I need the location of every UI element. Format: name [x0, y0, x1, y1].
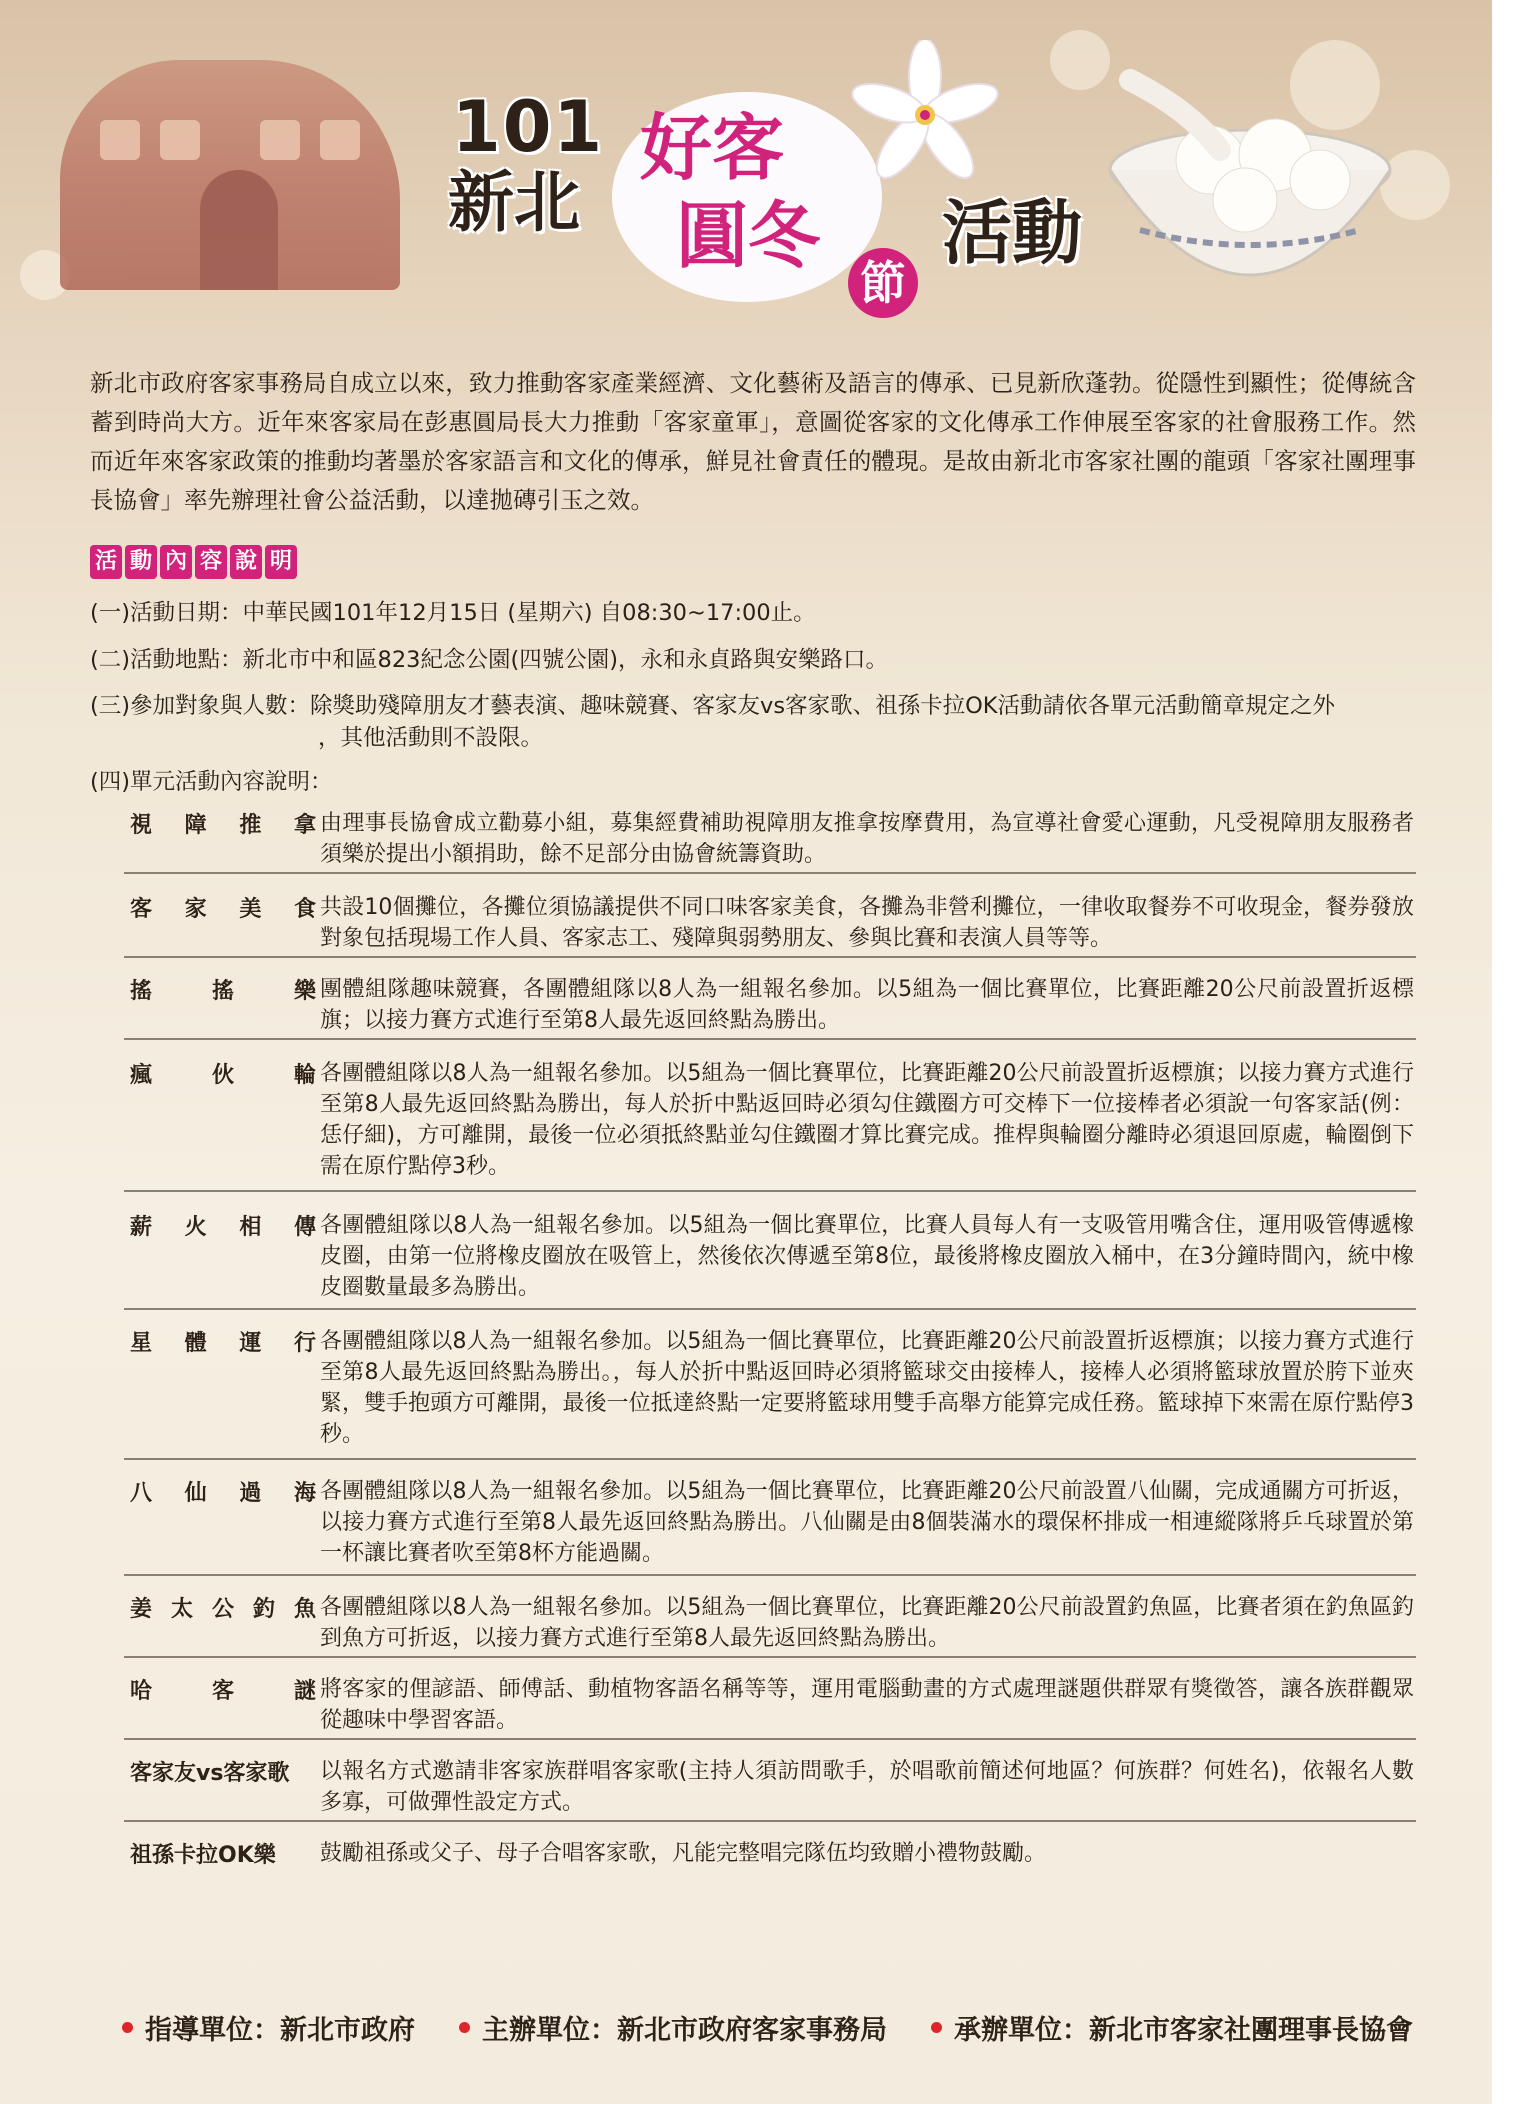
activity-name: 八 仙 過 海 — [130, 1481, 316, 1506]
activity-desc: 各團體組隊以8人為一組報名參加。以5組為一個比賽單位，比賽距離20公尺前設置折返標旗；以接力賽方式進行至第8人最先返回終點為勝出。，每人於折中點返回時必須將籃球交由接棒人，接棒人必須將籃球放置於胯下並夾緊，雙手抱頭方可離開，最後一位抵達終點一定要將籃球用雙手高舉方能算完成任務。籃球掉下來需在原佇點停3秒。 — [320, 1329, 1414, 1447]
activity-row — [124, 1834, 1416, 1874]
activity-row — [124, 1322, 1416, 1460]
section-title-char: 活 — [90, 545, 122, 579]
activity-name: 祖孫卡拉OK樂 — [130, 1843, 276, 1868]
footer-host: 主辦單位：新北市政府客家事務局 — [459, 2008, 887, 2047]
footer-organizers — [122, 2008, 1422, 2047]
section-title-char: 說 — [230, 545, 262, 579]
title-city: 新北 — [448, 164, 580, 241]
activity-name: 客 家 美 食 — [130, 897, 316, 922]
activity-row — [124, 1670, 1416, 1740]
title-hakka: 好客 — [640, 106, 785, 190]
activity-row — [124, 1588, 1416, 1658]
tangyuan-bowl-icon — [1100, 50, 1400, 300]
activity-row — [124, 1206, 1416, 1310]
section-title-char: 動 — [125, 545, 157, 579]
info-date: (一)活動日期：中華民國101年12月15日 (星期六) 自08:30~17:00止。 — [90, 600, 816, 626]
activity-desc: 各團體組隊以8人為一組報名參加。以5組為一個比賽單位，比賽人員每人有一支吸管用嘴含住，運用吸管傳遞橡皮圈，由第一位將橡皮圈放在吸管上，然後依次傳遞至第8位，最後將橡皮圈放入桶中，在3分鐘時間內，統中橡皮圈數量最多為勝出。 — [320, 1213, 1414, 1300]
activity-name: 星 體 運 行 — [130, 1331, 316, 1356]
activity-row — [124, 1472, 1416, 1576]
tung-blossom-icon — [850, 40, 1000, 190]
activity-desc: 團體組隊趣味競賽，各團體組隊以8人為一組報名參加。以5組為一個比賽單位，比賽距離20公尺前設置折返標旗；以接力賽方式進行至第8人最先返回終點為勝出。 — [320, 977, 1414, 1033]
section-title-char: 明 — [265, 545, 297, 579]
activity-desc: 各團體組隊以8人為一組報名參加。以5組為一個比賽單位，比賽距離20公尺前設置釣魚區，比賽者須在釣魚區釣到魚方可折返，以接力賽方式進行至第8人最先返回終點為勝出。 — [320, 1595, 1414, 1651]
activity-name: 哈 客 謎 — [130, 1679, 316, 1704]
bullet-dot-icon — [931, 2022, 942, 2033]
title-year: 101 — [452, 86, 605, 168]
hakka-building-photo — [60, 60, 400, 290]
info-place: (二)活動地點：新北市中和區823紀念公園(四號公園)，永和永貞路與安樂路口。 — [90, 647, 889, 673]
intro-paragraph: 新北市政府客家事務局自成立以來，致力推動客家產業經濟、文化藝術及語言的傳承、已見新欣蓬勃。從隱性到顯性；從傳統含蓄到時尚大方。近年來客家局在彭惠圓局長大力推動「客家童軍」，意圖從客家的文化傳承工作伸展至客家的社會服務工作。然而近年來客家政策的推動均著墨於客家語言和文化的傳承，鮮見社會責任的體現。是故由新北市客家社團的龍頭「客家社團理事長協會」率先辦理社會公益活動，以達拋磚引玉之效。 — [90, 369, 1416, 514]
section-title-badge — [90, 545, 297, 579]
activity-desc: 各團體組隊以8人為一組報名參加。以5組為一個比賽單位，比賽距離20公尺前設置折返標旗；以接力賽方式進行至第8人最先返回終點為勝出，每人於折中點返回時必須勾住鐵圈方可交棒下一位接棒者必須說一句客家話(例：恁仔細)，方可離開，最後一位必須抵終點並勾住鐵圈才算比賽完成。推桿與輪圈分離時必須退回原處，輪圈倒下需在原佇點停3秒。 — [320, 1061, 1414, 1179]
title-yuandong: 圓冬 — [676, 194, 821, 278]
activity-row — [124, 970, 1416, 1040]
activity-desc: 以報名方式邀請非客家族群唱客家歌(主持人須訪問歌手，於唱歌前簡述何地區？何族群？何姓名)，依報名人數多寡，可做彈性設定方式。 — [320, 1759, 1414, 1815]
page-edge — [1492, 0, 1530, 2104]
title-jie-badge: 節 — [848, 248, 918, 318]
activity-name: 瘋 伙 輪 — [130, 1063, 316, 1088]
activity-desc: 將客家的俚諺語、師傅話、動植物客語名稱等等，運用電腦動畫的方式處理謎題供群眾有獎徵答，讓各族群觀眾從趣味中學習客語。 — [320, 1677, 1414, 1733]
activity-desc: 共設10個攤位，各攤位須協議提供不同口味客家美食，各攤為非營利攤位，一律收取餐券不可收現金，餐券發放對象包括現場工作人員、客家志工、殘障與弱勢朋友、參與比賽和表演人員等等。 — [320, 895, 1414, 951]
bullet-dot-icon — [122, 2022, 133, 2033]
activity-name: 客家友vs客家歌 — [130, 1761, 290, 1786]
activity-row — [124, 1752, 1416, 1822]
activity-name: 搖 搖 樂 — [130, 979, 316, 1004]
info-target-cont: ，其他活動則不設限。 — [318, 725, 544, 751]
activity-desc: 各團體組隊以8人為一組報名參加。以5組為一個比賽單位，比賽距離20公尺前設置八仙關，完成通關方可折返，以接力賽方式進行至第8人最先返回終點為勝出。八仙關是由8個裝滿水的環保杯排成一相連縱隊將乒乓球置於第一杯讓比賽者吹至第8杯方能過關。 — [320, 1479, 1414, 1566]
activity-row — [124, 1054, 1416, 1192]
footer-organizer: 承辦單位：新北市客家社團理事長協會 — [931, 2008, 1413, 2047]
activity-row — [124, 804, 1416, 874]
info-units-heading: (四)單元活動內容說明： — [90, 769, 333, 795]
activity-desc: 鼓勵祖孫或父子、母子合唱客家歌，凡能完整唱完隊伍均致贈小禮物鼓勵。 — [320, 1841, 1047, 1866]
section-title-char: 內 — [160, 545, 192, 579]
footer-guide: 指導單位：新北市政府 — [122, 2008, 415, 2047]
bullet-dot-icon — [459, 2022, 470, 2033]
activity-name: 姜 太 公 釣 魚 — [130, 1597, 316, 1622]
flyer-header — [0, 0, 1492, 330]
activity-name: 視 障 推 拿 — [130, 813, 316, 838]
title-huodong: 活動 — [942, 192, 1082, 274]
activity-name: 薪 火 相 傳 — [130, 1215, 316, 1240]
info-target: (三)參加對象與人數：除獎助殘障朋友才藝表演、趣味競賽、客家友vs客家歌、祖孫卡拉OK活動請依各單元活動簡章規定之外 — [90, 693, 1336, 719]
activity-row — [124, 888, 1416, 958]
activity-desc: 由理事長協會成立勸募小組，募集經費補助視障朋友推拿按摩費用，為宣導社會愛心運動，凡受視障朋友服務者須樂於提出小額捐助，餘不足部分由協會統籌資助。 — [320, 811, 1414, 867]
section-title-char: 容 — [195, 545, 227, 579]
